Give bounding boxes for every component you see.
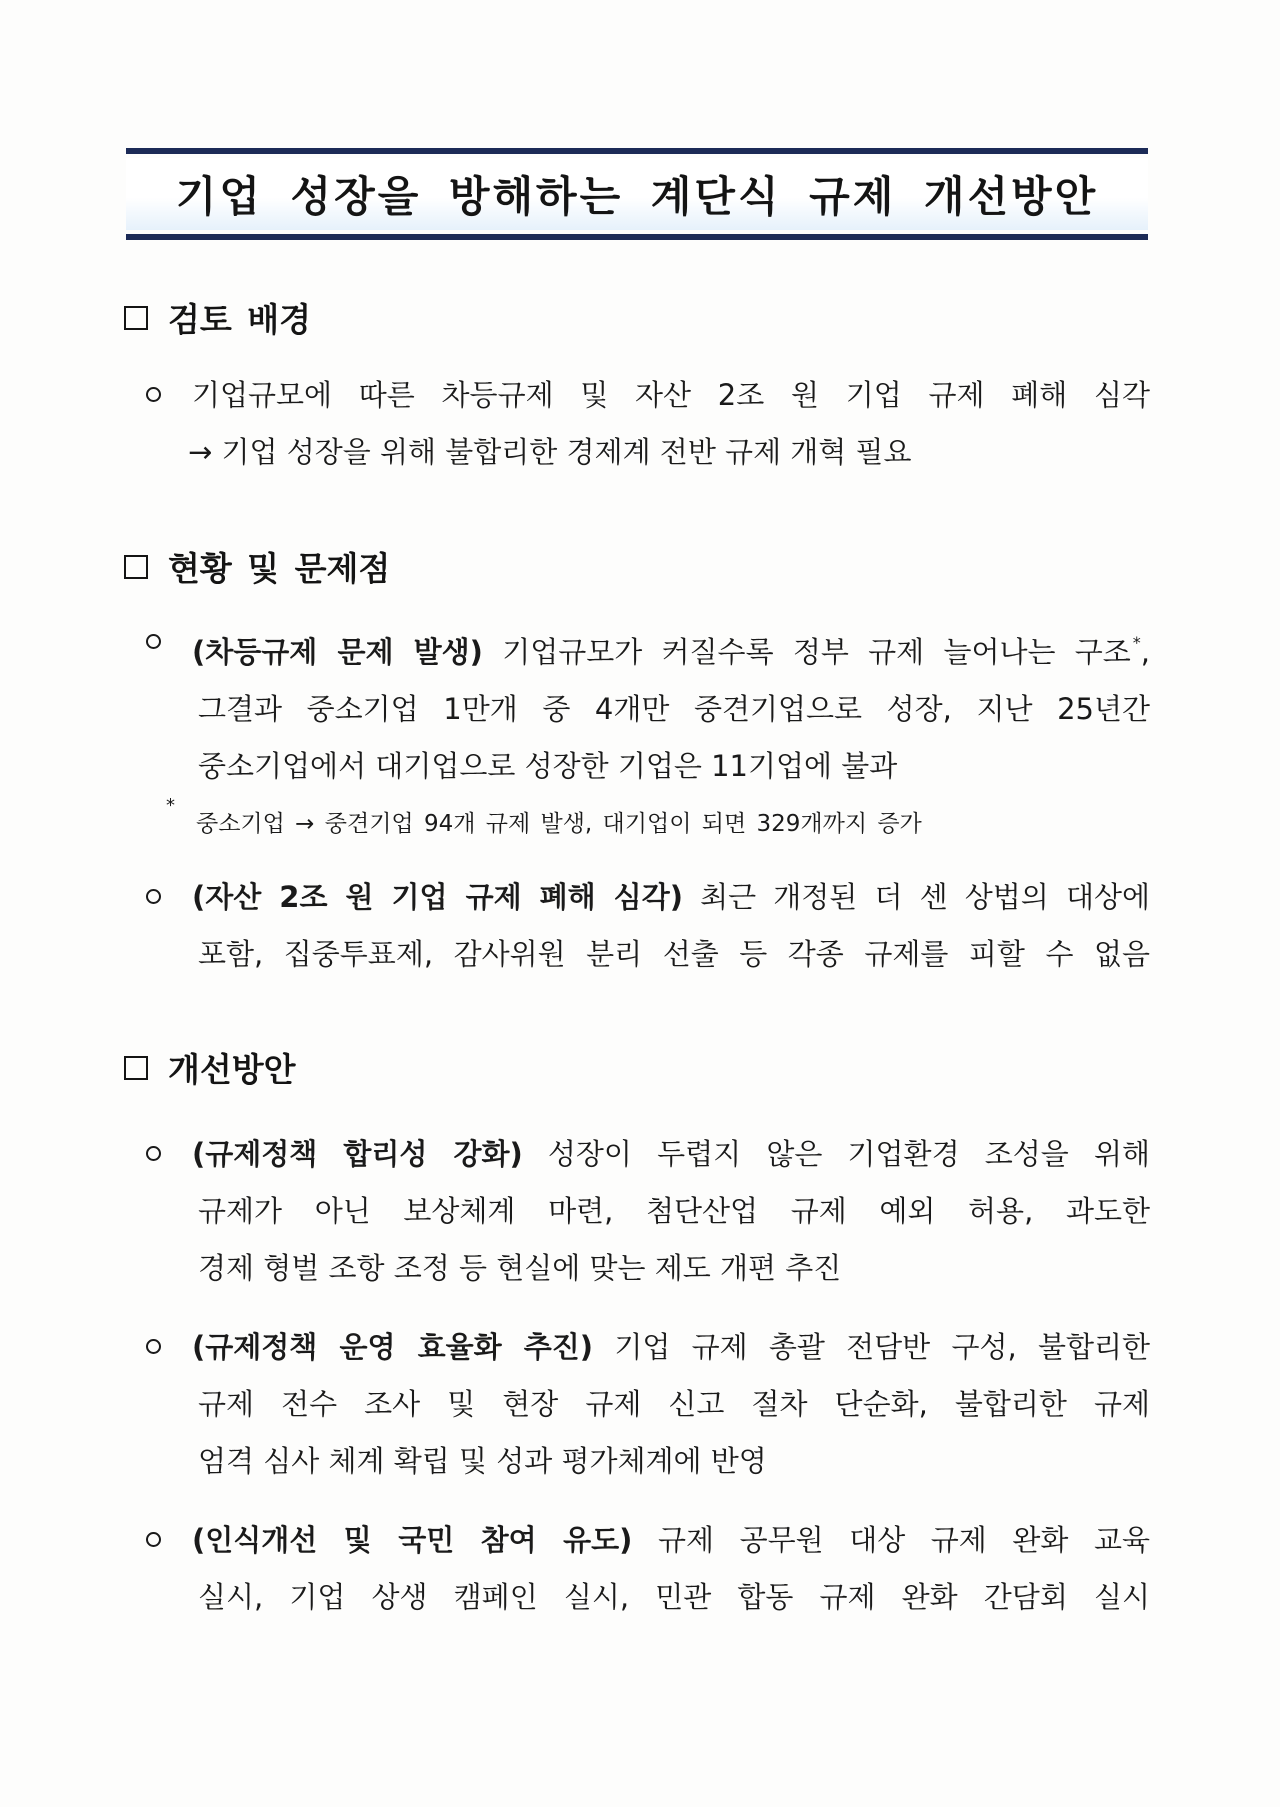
item-line: 엄격 심사 체계 확립 및 성과 평가체계에 반영: [198, 1444, 767, 1478]
section-header-background: [124, 294, 311, 341]
item-line: → 기업 성장을 위해 불합리한 경제계 전반 규제 개혁 필요: [188, 435, 912, 469]
item-line: 경제 형벌 조항 조정 등 현실에 맞는 제도 개편 추진: [198, 1251, 842, 1285]
title-banner: [126, 148, 1148, 240]
item-line: 그결과 중소기업 1만개 중 4개만 중견기업으로 성장, 지난 25년간: [198, 692, 1150, 726]
checkbox-square-icon: [124, 555, 148, 579]
checkbox-square-icon: [124, 306, 148, 330]
item-first-line: [192, 1126, 1150, 1183]
section-header-improvement: [124, 1044, 296, 1091]
list-item: [146, 1512, 1150, 1626]
item-heading: (자산 2조 원 기업 규제 폐해 심각): [192, 880, 683, 914]
footnote-text: 중소기업 → 중견기업 94개 규제 발생, 대기업이 되면 329개까지 증가: [196, 811, 922, 837]
item-text: 규제 공무원 대상 규제 완화 교육: [632, 1523, 1150, 1557]
list-item: [146, 1319, 1150, 1490]
checkbox-square-icon: [124, 1056, 148, 1080]
section-header-status: [124, 543, 390, 590]
item-text: 기업규모가 커질수록 정부 규제 늘어나는 구조: [482, 635, 1131, 669]
item-heading: (인식개선 및 국민 참여 유도): [192, 1523, 633, 1557]
footnote-mark: *: [166, 795, 175, 816]
circle-bullet-icon: [146, 634, 161, 649]
item-text-punct: ,: [1140, 635, 1151, 669]
circle-bullet-icon: [146, 1532, 161, 1547]
item-first-line: [192, 614, 1150, 681]
item-first-line: [192, 869, 1150, 926]
section-header-label: 현황 및 문제점: [168, 549, 391, 588]
document-title: 기업 성장을 방해하는 계단식 규제 개선방안: [175, 172, 1099, 221]
item-line: 포함, 집중투표제, 감사위원 분리 선출 등 각종 규제를 피할 수 없음: [198, 937, 1150, 971]
footnote-ref: *: [1132, 633, 1141, 652]
item-line: 규제가 아닌 보상체계 마련, 첨단산업 규제 예외 허용, 과도한: [198, 1194, 1150, 1228]
circle-bullet-icon: [146, 889, 161, 904]
item-text: 최근 개정된 더 센 상법의 대상에: [682, 880, 1150, 914]
item-line: 규제 전수 조사 및 현장 규제 신고 절차 단순화, 불합리한 규제: [198, 1387, 1150, 1421]
item-heading: (규제정책 합리성 강화): [192, 1137, 523, 1171]
circle-bullet-icon: [146, 1146, 161, 1161]
circle-bullet-icon: [146, 1339, 161, 1354]
circle-bullet-icon: [146, 387, 161, 402]
footnote: [166, 795, 922, 838]
item-first-line: [192, 1319, 1150, 1376]
item-line: 실시, 기업 상생 캠페인 실시, 민관 합동 규제 완화 간담회 실시: [198, 1580, 1150, 1614]
item-first-line: [192, 1512, 1150, 1569]
item-heading: (규제정책 운영 효율화 추진): [192, 1330, 594, 1364]
item-line: 중소기업에서 대기업으로 성장한 기업은 11기업에 불과: [198, 749, 898, 783]
section-header-label: 개선방안: [168, 1050, 296, 1089]
list-item: [146, 367, 1150, 481]
section-header-label: 검토 배경: [168, 300, 312, 339]
title-bottom-rule: [126, 234, 1148, 240]
item-line: 기업규모에 따른 차등규제 및 자산 2조 원 기업 규제 폐해 심각: [192, 378, 1150, 412]
item-text: 기업 규제 총괄 전담반 구성, 불합리한: [593, 1330, 1150, 1364]
item-text: 성장이 두렵지 않은 기업환경 조성을 위해: [522, 1137, 1150, 1171]
list-item: [146, 1126, 1150, 1297]
list-item: [146, 869, 1150, 983]
item-heading: (차등규제 문제 발생): [192, 635, 483, 669]
list-item: [146, 614, 1150, 795]
